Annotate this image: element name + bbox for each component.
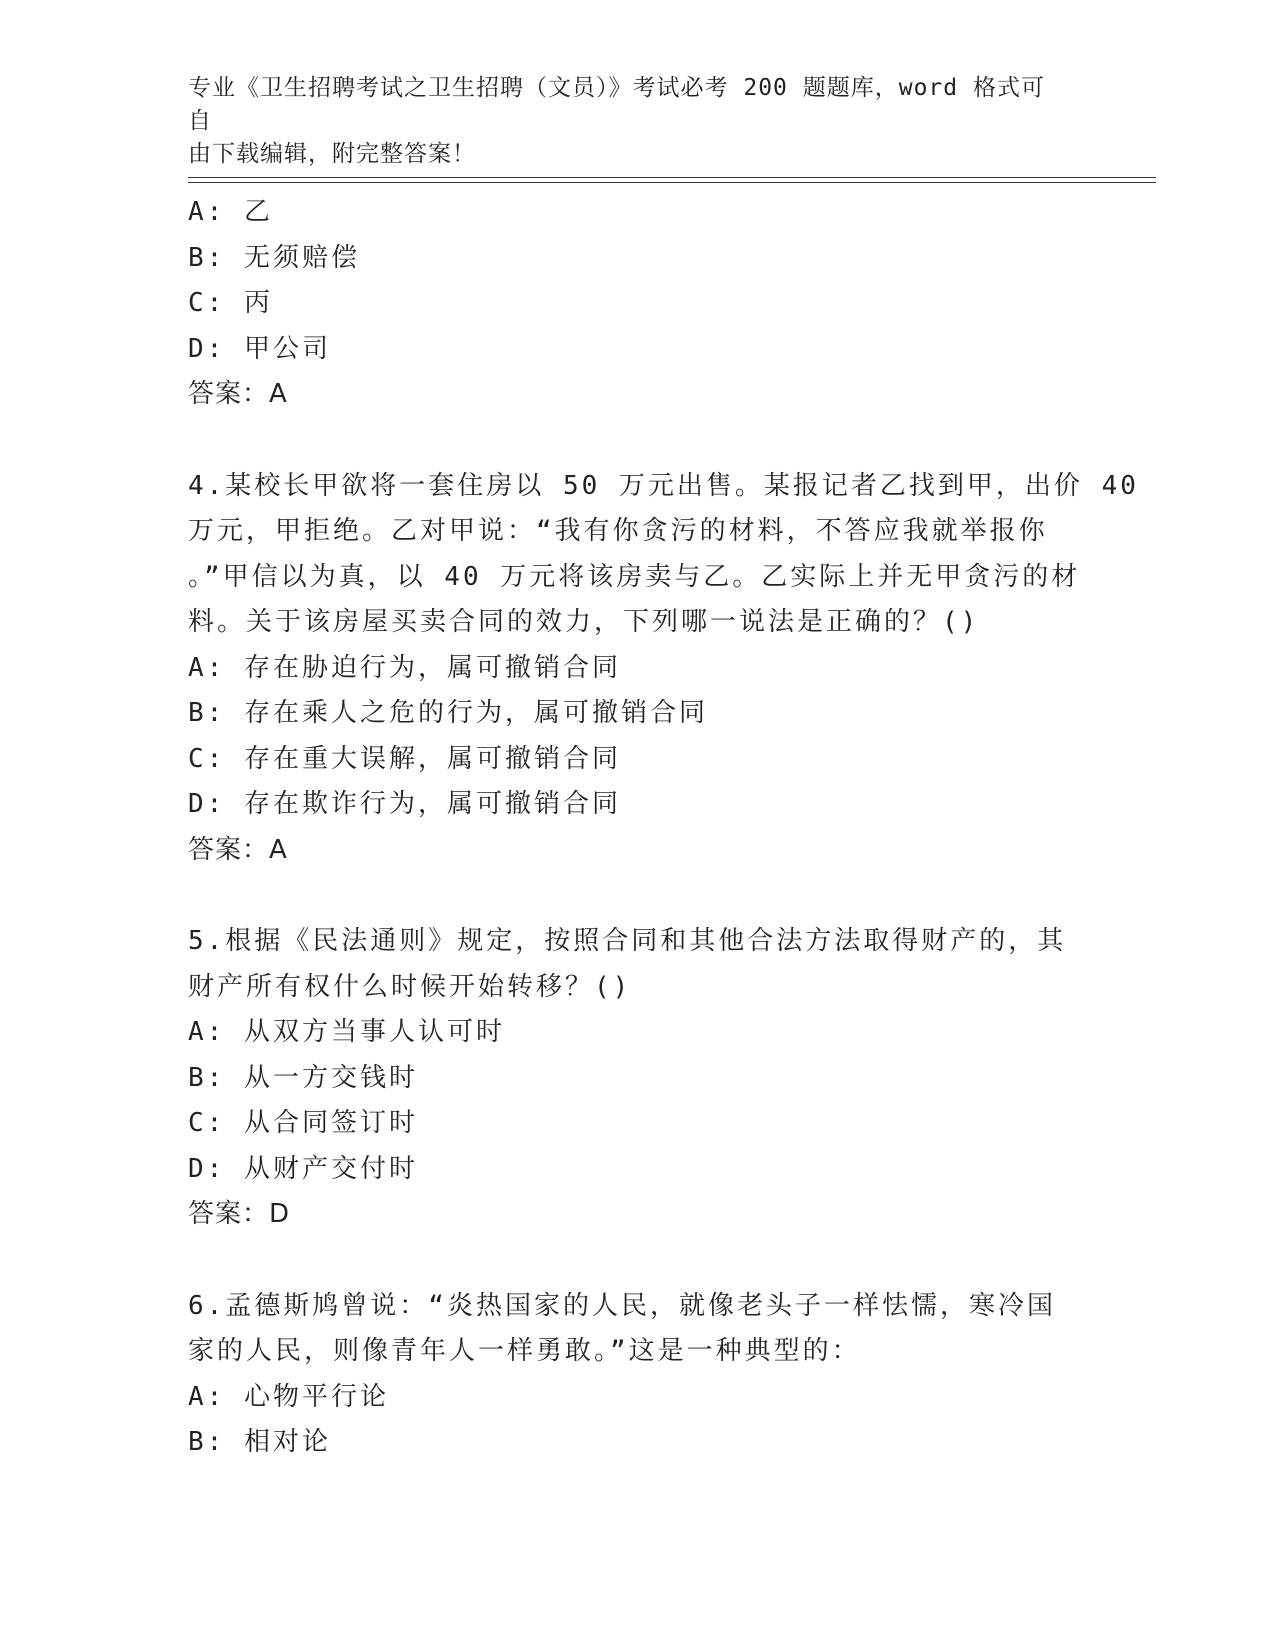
option-a: A: 心物平行论 — [188, 1381, 389, 1412]
question-line: 料。关于该房屋买卖合同的效力，下列哪一说法是正确的？() — [188, 607, 980, 637]
option-a: A: 存在胁迫行为，属可撤销合同 — [188, 652, 621, 683]
question-text — [188, 1284, 1088, 1375]
question-text — [188, 464, 1139, 646]
option-c: C: 从合同签订时 — [188, 1108, 418, 1138]
question-line: 家的人民，则像青年人一样勇敢。”这是一种典型的： — [188, 1336, 861, 1366]
question-3 — [188, 190, 1088, 418]
document-body — [188, 190, 1139, 1466]
question-line: 万元，甲拒绝。乙对甲说：“我有你贪污的材料，不答应我就举报你 — [188, 516, 1048, 546]
option-d: D: 存在欺诈行为，属可撤销合同 — [188, 789, 621, 819]
header-line-2: 由下载编辑，附完整答案！ — [188, 141, 476, 167]
question-5 — [188, 919, 1088, 1238]
option-a: A: 乙 — [188, 197, 273, 227]
answer-line: 答案：A — [188, 834, 288, 865]
option-b: B: 从一方交钱时 — [188, 1062, 418, 1093]
spacer — [188, 873, 1088, 919]
option-c: C: 丙 — [188, 288, 273, 318]
header-divider-bottom — [188, 182, 1156, 183]
question-line: 5.根据《民法通则》规定，按照合同和其他合法方法取得财产的，其 — [188, 926, 1067, 956]
spacer — [188, 1238, 1088, 1284]
question-4 — [188, 464, 1139, 874]
option-c: C: 存在重大误解，属可撤销合同 — [188, 743, 621, 774]
spacer — [188, 418, 1088, 464]
question-text — [188, 919, 1088, 1010]
document-header — [188, 72, 1068, 171]
question-line: 财产所有权什么时候开始转移？() — [188, 971, 632, 1002]
question-line: 。”甲信以为真，以 40 万元将该房卖与乙。乙实际上并无甲贪污的材 — [188, 561, 1081, 592]
answer-line: 答案：D — [188, 1199, 291, 1229]
option-b: B: 存在乘人之危的行为，属可撤销合同 — [188, 698, 708, 728]
option-d: D: 甲公司 — [188, 333, 331, 364]
question-line: 4.某校长甲欲将一套住房以 50 万元出售。某报记者乙找到甲，出价 40 — [188, 470, 1139, 501]
question-line: 6.孟德斯鸠曾说：“炎热国家的人民，就像老头子一样怯懦，寒冷国 — [188, 1290, 1056, 1321]
option-b: B: 无须赔偿 — [188, 242, 360, 273]
question-6 — [188, 1284, 1088, 1466]
option-b: B: 相对论 — [188, 1427, 331, 1457]
option-a: A: 从双方当事人认可时 — [188, 1017, 505, 1047]
header-divider-top — [188, 177, 1156, 178]
option-d: D: 从财产交付时 — [188, 1153, 418, 1184]
answer-line: 答案：A — [188, 379, 288, 409]
header-line-1: 专业《卫生招聘考试之卫生招聘（文员）》考试必考 200 题题库，word 格式可自 — [188, 75, 1045, 134]
